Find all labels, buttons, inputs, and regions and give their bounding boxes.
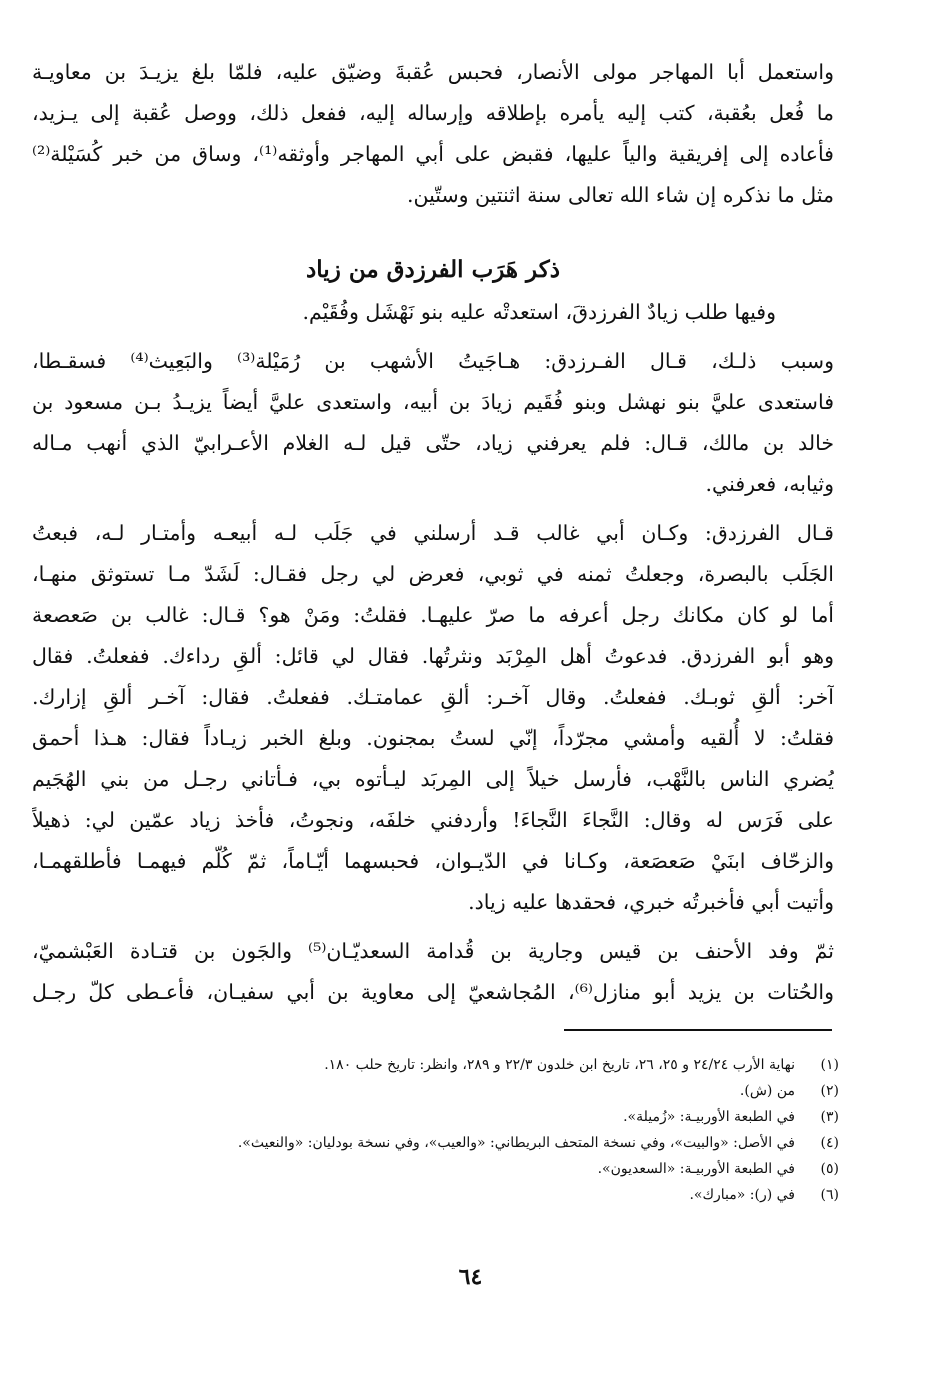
footnote-number: (٢) (820, 1083, 839, 1099)
footnote (40, 1156, 839, 1182)
paragraph-2 (32, 341, 834, 505)
text-line: وسبب ذلـك، قـال الفـرزدق: هـاجَيتُ الأشهب بن رُمَيْلة⁽³⁾ والبَعِيث⁽⁴⁾ فسقـطا، (32, 349, 834, 373)
paragraph-4 (32, 931, 834, 1013)
footnote-number: (٣) (820, 1109, 839, 1125)
text-line: الجَلَب بالبصرة، وجعلتُ ثمنه في ثوبي، فعرض لي رجل فقـال: لَشَدّ مـا تستوثق منهـا، (32, 562, 834, 586)
footnote (40, 1078, 839, 1104)
footnote (40, 1130, 839, 1156)
text-line: أما لو كان مكانك رجل أعرفه ما صرّ عليهـا. فقلتُ: ومَنْ هو؟ قـال: غالب بن صَعصعة (32, 603, 834, 627)
section-subheading: وفيها طلب زيادٌ الفرزدقَ، استعدتْه عليه بنو نَهْشَل وفُقَيْم. (302, 300, 776, 324)
footnote-number: (٤) (820, 1135, 839, 1151)
text-line: وثيابه، فعرفني. (705, 472, 834, 496)
footnote-text: في الأصل: «والبيت»، وفي نسخة المتحف البريطاني: «والعيب»، وفي نسخة بودليان: «والنعيث». (237, 1135, 795, 1151)
text-line: فأعاده إلى إفريقية والياً عليها، فقبض على أبي المهاجر وأوثقه⁽¹⁾، وساق من خبر كُسَيْلة⁽²⁾ (32, 142, 834, 166)
text-line: قـال الفرزدق: وكـان أبي غالب قـد أرسلني في جَلَب لـه أبيعـه وأمتـار لـه، فبعتُ (32, 521, 834, 545)
footnote-divider (564, 1029, 832, 1031)
text-line: والزحّاف ابنَيْ صَعصَعة، وكـانا في الدّيـوان، فحبسهما أيّـاماً، ثمّ كُلّم فيهمـا فأطلقهمـا، (32, 849, 834, 873)
footnote-text: من (ش). (739, 1083, 795, 1099)
text-line: وأتيت أبي فأخبرتُه خبري، فحقدها عليه زياد. (468, 890, 834, 914)
paragraph-3 (32, 513, 834, 923)
text-line: وهو أبو الفرزدق. فدعوتُ أهل المِرْبَد ونثرتُها. فقال لي قائل: ألقِ رداءك. ففعلتُ. فقال (32, 644, 834, 668)
footnote-text: نهاية الأرب ٢٤/٢٤ و ٢٥، ٢٦، تاريخ ابن خلدون ٢٢/٣ و ٢٨٩، وانظر: تاريخ حلب ١٨٠. (324, 1057, 795, 1073)
footnote (40, 1052, 839, 1078)
text-line: فقلتُ: لا أُلقيه وأمشي مجرّداً، إنّي لستُ بمجنون. وبلغ الخبر زيـاداً فقال: هـذا أحمق (32, 726, 834, 750)
text-line: ثمّ وفد الأحنف بن قيس وجارية بن قُدامة السعديّـان⁽⁵⁾ والجَون بن قتـادة العَبْشميّ، (32, 939, 834, 963)
footnote-text: في الطبعة الأوربيـة: «السعديون». (597, 1161, 795, 1177)
text-line: ما فُعل بعُقبة، كتب إليه يأمره بإطلاقه وإرساله إليه، ففعل ذلك، ووصل عُقبة إلى يـزيد، (32, 101, 834, 125)
paragraph-1 (32, 52, 834, 216)
page-number: ٦٤ (458, 1264, 483, 1290)
text-line: خالد بن مالك، قـال: فلم يعرفني زياد، حتّى قيل لـه الغلام الأعـرابيّ الذي أنهب مـاله (32, 431, 834, 455)
footnote-number: (٦) (820, 1187, 839, 1203)
text-line: يُضري الناس بالنَّهْب، فأرسل خيلاً إلى المِربَد ليـأتوه بي، فـأتاني رجـل من بني الهُجَيم (32, 767, 834, 791)
footnote-text: في الطبعة الأوربيـة: «زُميلة». (623, 1109, 795, 1125)
text-line: واستعمل أبا المهاجر مولى الأنصار، فحبس عُقبةَ وضيّق عليه، فلمّا بلغ يزيـدَ بن معاويـة (32, 60, 834, 84)
footnote-number: (٥) (820, 1161, 839, 1177)
text-line: مثل ما نذكره إن شاء الله تعالى سنة اثنتين وستّين. (406, 183, 834, 207)
section-heading: ذكر هَرَب الفرزدق من زياد (306, 256, 560, 283)
text-line: والحُتات بن يزيد أبو منازل⁽⁶⁾، المُجاشعيّ إلى معاوية بن أبي سفيـان، فأعـطى كلّ رجـل (32, 980, 834, 1004)
footnote-number: (١) (820, 1057, 839, 1073)
footnote (40, 1104, 839, 1130)
footnotes (40, 1052, 839, 1208)
text-line: على فَرَس له وقال: النَّجاءَ النَّجاءَ! وأردفني خلفَه، ونجوتُ، فأخذ زياد عمّين لي: ذهيلاً (32, 808, 834, 832)
text-line: آخر: ألقِ ثوبـك. ففعلتُ. وقال آخـر: ألقِ عمامتـك. ففعلتُ. فقال: آخـر ألقِ إزارك. (32, 685, 834, 709)
footnote-text: في (ر): «مبارك». (689, 1187, 795, 1203)
text-line: فاستعدى عليَّ بنو نهشل وبنو فُقَيم زيادَ بن أبيه، واستعدى عليَّ أيضاً يزيـدُ بـن مسعود بن (32, 390, 834, 414)
footnote (40, 1182, 839, 1208)
